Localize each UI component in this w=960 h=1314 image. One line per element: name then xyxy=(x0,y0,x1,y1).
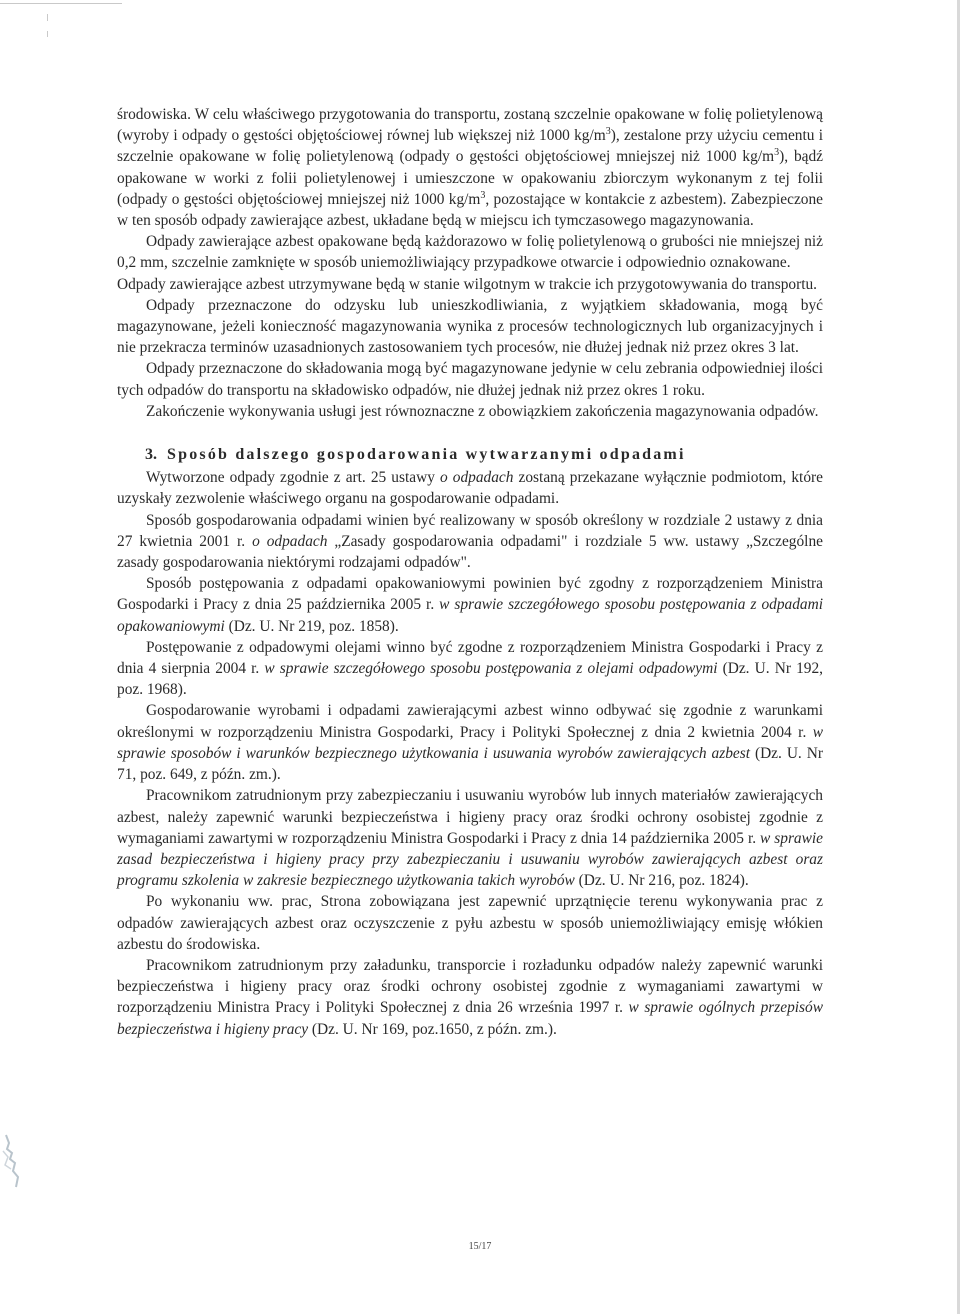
text-run: Zakończenie wykonywania usługi jest równoznaczne z obowiązkiem zakończenia magazynowania odpadów. xyxy=(146,402,819,420)
paragraph-p6 xyxy=(117,401,823,422)
paragraph-p14 xyxy=(117,955,823,1040)
paragraph-p3 xyxy=(117,274,823,295)
text-run: Sposób postępowania z odpadami opakowaniowymi powinien być zgodny z rozporządzeniem Ministra Gospodarki i Pracy z dnia 25 października 2005 r. xyxy=(117,575,823,614)
text-run: Pracownikom zatrudnionym przy zabezpieczaniu i usuwaniu wyrobów lub innych materiałów zawierających azbest, należy zapewnić warunki bezpieczeństwa i higieny pracy oraz środki ochrony osobistej zgodnie z wymaganiami zawartymi w rozporządzeniu Ministra Gospodarki i Pracy z dnia 14 października 2005 r. xyxy=(117,787,823,847)
text-run: (Dz. U. Nr 216, poz. 1824). xyxy=(574,872,749,890)
paragraph-p1 xyxy=(117,104,823,231)
italic-text: w sprawie sposobów i warunków bezpiecznego użytkowania i usuwania wyrobów zawierających azbest xyxy=(117,723,823,762)
paragraph-p10 xyxy=(117,637,823,701)
paragraph-p4 xyxy=(117,295,823,359)
superscript: 3 xyxy=(605,126,611,138)
section-heading xyxy=(145,444,823,465)
text-run: Odpady przeznaczone do odzysku lub unieszkodliwiania, z wyjątkiem składowania, mogą być magazynowane, jeżeli konieczność magazynowania wynika z procesów technologicznych lub organizacyjnych i nie przekracza terminów uzasadnionych zastosowaniem tych procesów, nie dłużej jednak niż przez okres 3 lat. xyxy=(117,296,823,357)
paragraph-p13 xyxy=(117,891,823,955)
text-run: ), bądź opakowane w worki z folii polietylenowej i umieszczone w opakowaniu zbiorczym wykonanym z tej folii (odpady o gęstości objętościowej mniejszej niż 1000 kg/m xyxy=(117,148,823,208)
text-run: Pracownikom zatrudnionym przy załadunku, transporcie i rozładunku odpadów należy zapewnić warunki bezpieczeństwa i higieny pracy oraz środki ochrony osobistej zgodnie z wymaganiami zawartymi w rozporządzeniu Ministra Pracy i Polityki Społecznej z dnia 26 września 1997 r. xyxy=(117,956,823,1017)
paragraph-p8 xyxy=(117,510,823,574)
text-run: (Dz. U. Nr 192, poz. 1968). xyxy=(117,660,823,699)
scan-crop-mark xyxy=(0,3,122,4)
paragraph-p2 xyxy=(117,231,823,273)
superscript: 3 xyxy=(480,189,486,201)
text-run: środowiska. W celu właściwego przygotowania do transportu, zostaną szczelnie opakowane w folię polietylenową (wyroby i odpady o gęstości objętościowej równej lub większej niż 1000 kg/m xyxy=(117,106,823,145)
paragraph-p9 xyxy=(117,573,823,637)
text-run: Odpady zawierające azbest utrzymywane będą w stanie wilgotnym w trakcie ich przygotowywania do transportu. xyxy=(117,275,818,293)
text-run: „Zasady gospodarowania odpadami" i rozdziale 5 ww. ustawy „Szczególne zasady gospodarowania niektórymi rodzajami odpadów". xyxy=(117,532,823,572)
scan-crop-mark xyxy=(47,31,48,37)
scan-smudge-icon xyxy=(0,1133,24,1189)
italic-text: w sprawie szczegółowego sposobu postępowania z odpadami opakowaniowymi xyxy=(117,596,824,635)
italic-text: w sprawie zasad bezpieczeństwa i higieny pracy przy zabezpieczaniu i usuwaniu wyrobów zawierających azbest oraz programu szkolenia w zakresie bezpiecznego użytkowania takich wyrobów xyxy=(117,829,823,890)
text-run: (Dz. U. Nr 219, poz. 1858). xyxy=(224,617,399,635)
text-run: Odpady zawierające azbest opakowane będą każdorazowo w folię polietylenową o grubości nie mniejszej niż 0,2 mm, szczelnie zamknięte w sposób uniemożliwiający przypadkowe otwarcie i odpowiednio oznakowane. xyxy=(117,233,823,272)
text-run: (Dz. U. Nr 169, poz.1650, z późn. zm.). xyxy=(308,1020,557,1038)
superscript: 3 xyxy=(774,147,780,159)
paragraph-p12 xyxy=(117,785,823,891)
text-run: (Dz. U. Nr 71, poz. 649, z późn. zm.). xyxy=(117,744,823,784)
italic-text: o odpadach xyxy=(252,532,328,550)
text-run: Gospodarowanie wyrobami i odpadami zawierającymi azbest winno odbywać się zgodnie z warunkami określonymi w rozporządzeniu Ministra Gospodarki, Pracy i Polityki Społecznej z dnia 2 kwietnia 2004 r. xyxy=(117,702,823,741)
document-body xyxy=(117,104,823,1040)
text-run: ), zestalone przy użyciu cementu i szczelnie opakowane w folię polietylenową (odpady o gęstości objętościowej mniejszej niż 1000 kg/m xyxy=(117,127,823,166)
paragraph-p7 xyxy=(117,467,823,509)
text-run: zostaną przekazane wyłącznie podmiotom, które uzyskały zezwolenie właściwego organu na gospodarowanie odpadami. xyxy=(117,469,823,508)
text-run: Odpady przeznaczone do składowania mogą być magazynowane jedynie w celu zebrania odpowiedniej ilości tych odpadów do transportu na składowisko odpadów, nie dłużej jednak niż przez okres 1 roku. xyxy=(117,360,823,399)
text-run: Sposób gospodarowania odpadami winien być realizowany w sposób określony w rozdziale 2 ustawy z dnia 27 kwietnia 2001 r. xyxy=(117,511,823,550)
section-number: 3. xyxy=(145,446,157,464)
italic-text: w sprawie ogólnych przepisów bezpieczeństwa i higieny pracy xyxy=(117,999,823,1038)
text-run: Wytworzone odpady zgodnie z art. 25 ustawy xyxy=(146,469,440,487)
text-run: Postępowanie z odpadowymi olejami winno być zgodne z rozporządzeniem Ministra Gospodarki i Pracy z dnia 4 sierpnia 2004 r. xyxy=(117,638,823,678)
scan-crop-mark xyxy=(47,14,48,21)
paragraph-p11 xyxy=(117,700,823,785)
text-run: , pozostające w kontakcie z azbestem). Zabezpieczone w ten sposób odpady zawierające azbest, układane będą w miejscu ich tymczasowego magazynowania. xyxy=(117,190,824,230)
text-run: Po wykonaniu ww. prac, Strona zobowiązana jest zapewnić uprzątnięcie terenu wykonywania prac z odpadów zawierających azbest oraz oczyszczenie z pyłu azbestu w sposób uniemożliwiający emisję włókien azbestu do środowiska. xyxy=(117,893,823,953)
italic-text: o odpadach xyxy=(439,469,514,487)
paragraph-p5 xyxy=(117,358,823,400)
page-number: 15/17 xyxy=(468,1241,492,1252)
section-title: Sposób dalszego gospodarowania wytwarzanymi odpadami xyxy=(167,446,686,464)
italic-text: w sprawie szczegółowego sposobu postępowania z olejami odpadowymi xyxy=(264,660,718,678)
